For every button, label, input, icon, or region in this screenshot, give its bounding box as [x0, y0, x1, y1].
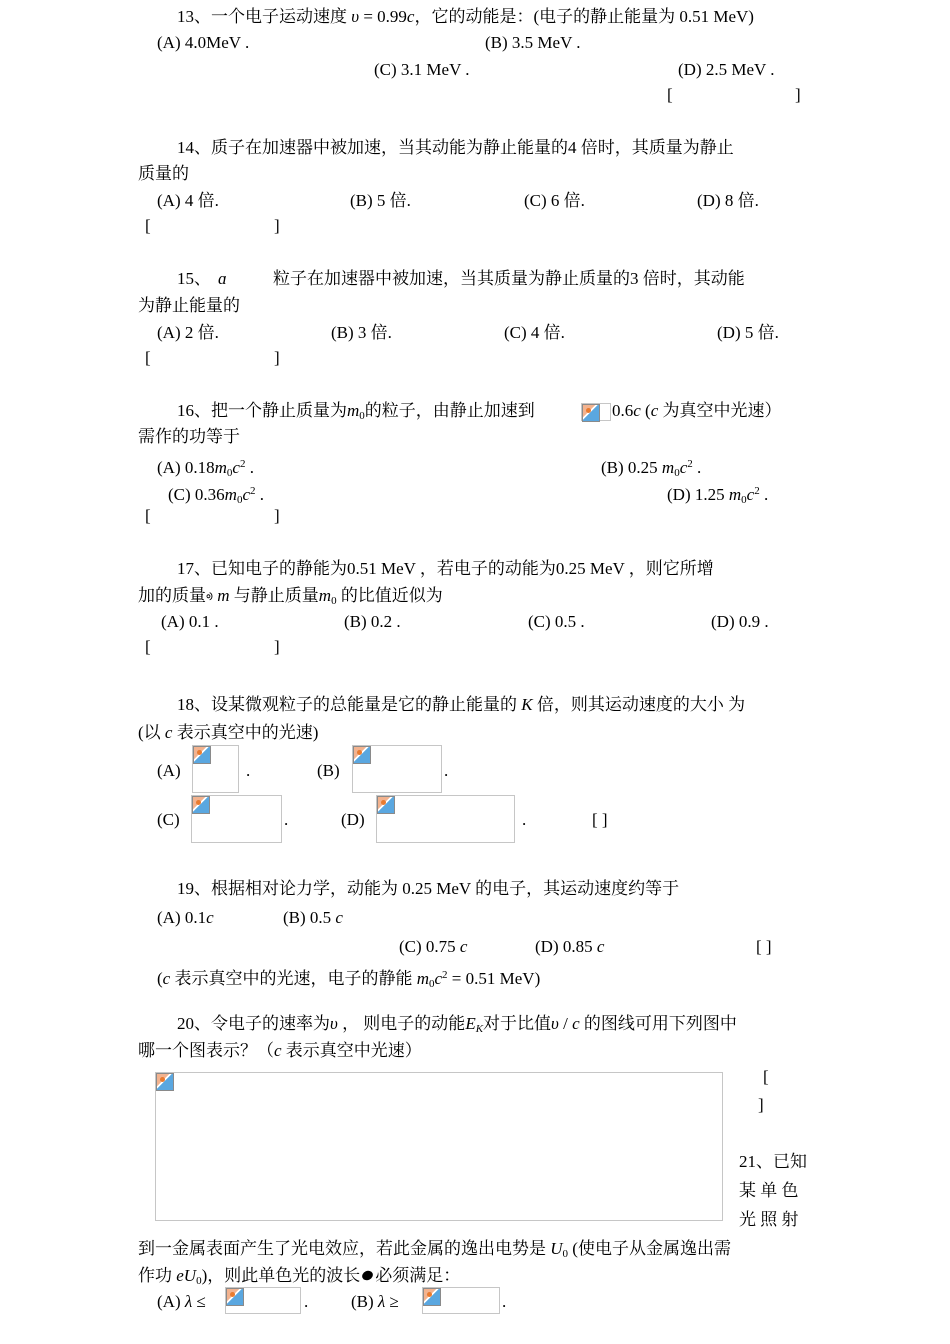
q16-stem-line2: 需作的功等于 [138, 427, 240, 446]
q19-opt-a-text: (A) 0.1 [157, 908, 207, 927]
q16-opt-c-sub: 0 [236, 494, 243, 506]
q20-text-a: 20、令电子的速率为 [177, 1014, 330, 1033]
q13-answer-bracket-right: ] [795, 85, 801, 104]
q16-opt-d-text: (D) 1.25 [667, 485, 729, 504]
q15-answer-bracket-right: ] [274, 348, 280, 367]
q16-opt-a-sub: 0 [226, 467, 233, 479]
q21-option-b [351, 1291, 399, 1313]
q16-opt-b-sub: 0 [674, 467, 680, 479]
q18-option-c-image [191, 795, 282, 843]
q21-text-b: (使电子从金属逸出需 [568, 1239, 731, 1258]
q19-option-c [399, 936, 467, 958]
q13-stem-c: ，它的动能是：(电子的静止能量为 0.51 MeV) [414, 7, 754, 26]
q21-opt-b-lambda: λ [377, 1292, 386, 1311]
q16-option-d [667, 480, 768, 511]
q20-text-c: 对于比值 [483, 1014, 552, 1033]
q13-option-c: (C) 3.1 MeV . [374, 60, 470, 79]
q20-answer-bracket-right: ] [758, 1095, 764, 1114]
q13-option-b: (B) 3.5 MeV . [485, 33, 581, 52]
q15-number: 15、 [177, 269, 211, 288]
q14-option-d: (D) 8 倍. [697, 191, 759, 210]
q17-option-a: (A) 0.1 . [161, 612, 219, 631]
q13-option-d: (D) 2.5 MeV . [678, 60, 775, 79]
q16-opt-b-m: m [661, 458, 675, 477]
q19-option-a [157, 907, 214, 929]
q16-opt-c-c: c [242, 485, 250, 504]
q17-answer-bracket-right: ] [274, 637, 280, 656]
q14-answer-bracket-left: [ [145, 216, 151, 235]
q20-v-symbol-2: υ [551, 1014, 559, 1033]
q14-option-b: (B) 5 倍. [350, 191, 411, 210]
q19-opt-a-c: c [206, 908, 214, 927]
q13-stem-b: = 0.99 [359, 7, 407, 26]
q16-m-symbol: m [347, 401, 360, 420]
q17-m0-symbol: m [318, 586, 332, 605]
q13-stem-a: 13、一个电子运动速度 [177, 7, 352, 26]
broken-image-icon [582, 404, 600, 422]
q13-c-symbol: c [406, 7, 415, 26]
q16-opt-d-m: m [728, 485, 742, 504]
q20-stem-line2 [138, 1040, 422, 1062]
q19-opt-d-c: c [596, 937, 605, 956]
q21-option-a-image [225, 1287, 301, 1314]
q16-c-symbol-2: c [650, 401, 659, 420]
q21-subscript-0-b: 0 [196, 1275, 202, 1287]
q20-text-g: 表示真空中光速） [281, 1041, 422, 1060]
q15-option-a: (A) 2 倍. [157, 323, 219, 342]
q18-option-d-dot: . [522, 810, 527, 829]
q20-slash: / [558, 1014, 573, 1033]
q19-note-c2: c [434, 969, 443, 988]
q16-opt-b-sup: 2 [687, 458, 693, 470]
q21-text-e: 必须满足： [375, 1266, 461, 1285]
q16-stem-line1a [177, 400, 535, 427]
q19-note [157, 964, 540, 995]
q18-option-a-label: (A) [157, 761, 181, 780]
q21-opt-b-label: (B) [351, 1292, 378, 1311]
q16-text-d: ( [640, 401, 651, 420]
q16-opt-d-sub: 0 [741, 494, 747, 506]
q19-note-c: c [162, 969, 171, 988]
broken-image-icon [192, 796, 210, 814]
q15-option-b: (B) 3 倍. [331, 323, 392, 342]
q21-stem-line1 [138, 1238, 731, 1265]
q16-opt-d-dot: . [759, 485, 769, 504]
q21-text-c: 作功 [138, 1266, 177, 1285]
q17-answer-bracket-left: [ [145, 637, 151, 656]
q16-text-a: 16、把一个静止质量为 [177, 401, 347, 420]
q21-side-text-3: 光 照 射 [739, 1210, 799, 1229]
q16-opt-d-c: c [746, 485, 755, 504]
q18-text-d: 表示真空中的光速) [172, 723, 319, 742]
q16-option-c [168, 480, 264, 511]
q15-alpha-symbol: ɑ [218, 269, 227, 288]
q17-delta-symbol: ᢀ [206, 590, 213, 604]
q17-stem-line1: 17、已知电子的静能为0.51 MeV ，若电子的动能为0.25 MeV ，则它所增 [177, 559, 714, 578]
q20-v-symbol: υ [330, 1014, 338, 1033]
q21-text-d: )，则此单色光的波长 [201, 1266, 361, 1285]
q13-velocity-symbol: υ [351, 7, 360, 26]
q21-option-a-dot: . [304, 1292, 309, 1311]
q15-stem-line2: 为静止能量的 [138, 296, 240, 315]
q21-text-a: 到一金属表面产生了光电效应，若此金属的逸出电势是 [138, 1239, 551, 1258]
q19-note-sub: 0 [429, 978, 435, 990]
q21-e-symbol: e [176, 1266, 184, 1285]
broken-image-icon [423, 1288, 441, 1306]
q21-u-symbol: U [550, 1239, 563, 1258]
q16-text-e: 为真空中光速） [658, 401, 782, 420]
q16-stem-line1b [612, 400, 782, 422]
q18-option-c-dot: . [284, 810, 289, 829]
q18-stem-line2 [138, 722, 318, 744]
q18-option-b-label: (B) [317, 761, 340, 780]
lambda-blot-icon [361, 1269, 375, 1282]
q17-text-b: 与静止质量 [229, 586, 319, 605]
q16-opt-a-text: (A) 0.18 [157, 458, 215, 477]
q17-text-a: 加的质量 [138, 586, 206, 605]
q18-text-c: (以 [138, 723, 165, 742]
q20-graph-image [155, 1072, 723, 1221]
q19-option-d [535, 936, 604, 958]
q16-opt-c-sup: 2 [250, 485, 256, 497]
q19-opt-d-text: (D) 0.85 [535, 937, 597, 956]
q18-option-d-label: (D) [341, 810, 365, 829]
q18-stem-line1 [177, 694, 745, 716]
q16-opt-c-dot: . [255, 485, 264, 504]
q17-option-d: (D) 0.9 . [711, 612, 769, 631]
q18-option-a-dot: . [246, 761, 251, 780]
q17-subscript-0: 0 [331, 595, 337, 607]
q17-text-c: 的比值近似为 [336, 586, 443, 605]
q16-broken-image [581, 403, 611, 421]
q14-stem-line1: 14、质子在加速器中被加速，当其动能为静止能量的4 倍时，其质量为静止 [177, 138, 734, 157]
q19-note-a: ( [157, 969, 163, 988]
q16-opt-d-sup: 2 [754, 485, 760, 497]
q14-option-a: (A) 4 倍. [157, 191, 219, 210]
q16-opt-a-dot: . [245, 458, 254, 477]
q13-stem [177, 6, 754, 28]
q17-stem-line2 [138, 585, 443, 612]
q16-opt-c-text: (C) 0.36 [168, 485, 225, 504]
q18-text-a: 18、设某微观粒子的总能量是它的静止能量的 [177, 695, 522, 714]
q18-option-c-label: (C) [157, 810, 180, 829]
broken-image-icon [156, 1073, 174, 1091]
q19-opt-b-c: c [335, 908, 343, 927]
q19-note-b: 表示真空中的光速，电子的静能 [170, 969, 417, 988]
q16-text-b: 的粒子，由静止加速到 [364, 401, 535, 420]
q15-stem-line1: 粒子在加速器中被加速，当其质量为静止质量的3 倍时，其动能 [273, 269, 745, 288]
q19-opt-c-text: (C) 0.75 [399, 937, 460, 956]
q15-answer-bracket-left: [ [145, 348, 151, 367]
q17-option-c: (C) 0.5 . [528, 612, 585, 631]
q16-subscript-0: 0 [359, 410, 365, 422]
q18-k-symbol: K [521, 695, 533, 714]
q16-opt-b-text: (B) 0.25 [601, 458, 662, 477]
q19-note-tail: = 0.51 MeV) [447, 969, 541, 988]
q16-opt-b-dot: . [692, 458, 702, 477]
q15-option-d: (D) 5 倍. [717, 323, 779, 342]
q16-opt-a-sup: 2 [239, 458, 246, 470]
q20-text-e: 的图线可用下列图中 [579, 1014, 737, 1033]
q16-text-c: 0.6 [612, 401, 634, 420]
q21-option-b-dot: . [502, 1292, 507, 1311]
q18-option-b-dot: . [444, 761, 449, 780]
q20-text-f: 哪一个图表示？（ [138, 1041, 274, 1060]
q19-note-sup: 2 [442, 969, 448, 981]
broken-image-icon [353, 746, 371, 764]
q19-opt-c-c: c [459, 937, 468, 956]
q14-option-c: (C) 6 倍. [524, 191, 585, 210]
q17-m-symbol: m [217, 586, 230, 605]
q21-opt-a-label: (A) [157, 1292, 185, 1311]
q18-option-d-image [376, 795, 515, 843]
q20-e-symbol: E [465, 1014, 476, 1033]
q19-stem: 19、根据相对论力学，动能为 0.25 MeV 的电子，其运动速度约等于 [177, 879, 680, 898]
q19-note-m: m [416, 969, 429, 988]
q16-opt-a-m: m [214, 458, 227, 477]
q16-opt-a-c: c [232, 458, 240, 477]
q18-answer-bracket: [ ] [592, 810, 608, 829]
q19-option-b [283, 907, 343, 929]
q20-answer-bracket-left: [ [763, 1067, 769, 1086]
q21-option-b-image [422, 1287, 500, 1314]
q16-answer-bracket-left: [ [145, 506, 151, 525]
q13-option-a: (A) 4.0MeV . [157, 33, 250, 52]
q19-answer-bracket: [ ] [756, 937, 772, 956]
q18-c-symbol: c [164, 723, 173, 742]
broken-image-icon [377, 796, 395, 814]
q18-option-a-image [192, 745, 239, 793]
broken-image-icon [226, 1288, 244, 1306]
broken-image-icon [193, 746, 211, 764]
q20-stem-line1 [177, 1013, 737, 1040]
q19-opt-b-text: (B) 0.5 [283, 908, 336, 927]
q21-opt-a-le: ≤ [192, 1292, 206, 1311]
q20-c-symbol: c [572, 1014, 580, 1033]
q15-option-c: (C) 4 倍. [504, 323, 565, 342]
q21-subscript-0: 0 [562, 1248, 569, 1260]
q20-text-b: ， 则电子的动能 [337, 1014, 466, 1033]
q14-stem-line2: 质量的 [138, 164, 189, 183]
q17-option-b: (B) 0.2 . [344, 612, 401, 631]
q21-u-symbol-2: U [183, 1266, 197, 1285]
q13-answer-bracket-left: [ [667, 85, 673, 104]
q20-c-symbol-2: c [274, 1041, 282, 1060]
q18-text-b: 倍，则其运动速度的大小 为 [532, 695, 746, 714]
q21-option-a [157, 1291, 206, 1313]
q20-k-subscript: K [475, 1023, 484, 1035]
q21-opt-a-lambda: λ [184, 1292, 193, 1311]
q16-opt-b-c: c [679, 458, 688, 477]
q18-option-b-image [352, 745, 442, 793]
q21-side-text-1: 21、已知 [739, 1152, 807, 1171]
q16-c-symbol: c [633, 401, 641, 420]
q14-answer-bracket-right: ] [274, 216, 280, 235]
q16-answer-bracket-right: ] [274, 506, 280, 525]
q16-opt-c-m: m [224, 485, 237, 504]
q21-side-text-2: 某 单 色 [739, 1181, 799, 1200]
q21-opt-b-ge: ≥ [385, 1292, 399, 1311]
